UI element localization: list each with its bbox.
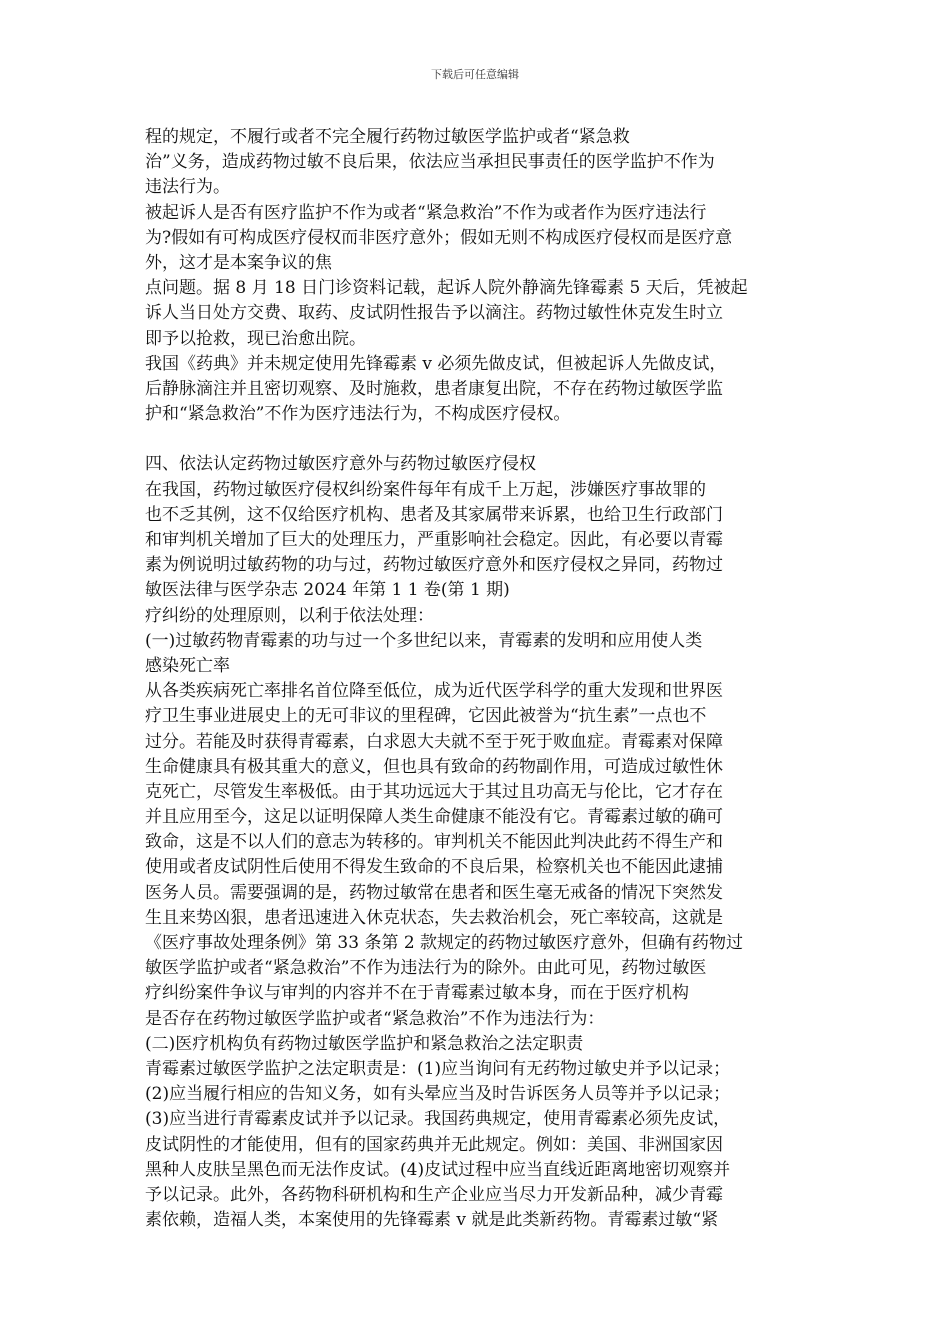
text-line: 也不乏其例，这不仅给医疗机构、患者及其家属带来诉累，也给卫生行政部门: [145, 504, 723, 525]
text-line: 生命健康具有极其重大的意义，但也具有致命的药物副作用，可造成过敏性休: [145, 756, 723, 777]
text-line: 《医疗事故处理条例》第 33 条第 2 款规定的药物过敏医疗意外，但确有药物过: [145, 933, 744, 953]
text-line: (一)过敏药物青霉素的功与过一个多世纪以来，青霉素的发明和应用使人类: [145, 630, 703, 651]
text-line: 致命，这是不以人们的意志为转移的。审判机关不能因此判决此药不得生产和: [145, 832, 723, 853]
text-line: (2)应当履行相应的告知义务，如有头晕应当及时告诉医务人员等并予以记录；: [145, 1084, 731, 1105]
text-line: 四、依法认定药物过敏医疗意外与药物过敏医疗侵权: [145, 454, 536, 475]
text-line: 使用或者皮试阴性后使用不得发生致命的不良后果，检察机关也不能因此逮捕: [145, 857, 723, 878]
text-line: 过分。若能及时获得青霉素，白求恩大夫就不至于死于败血症。青霉素对保障: [145, 731, 723, 752]
text-line: 皮试阴性的才能使用，但有的国家药典并无此规定。例如：美国、非洲国家因: [145, 1134, 723, 1155]
text-line: 素依赖，造福人类，本案使用的先锋霉素 v 就是此类新药物。青霉素过敏“紧: [145, 1210, 719, 1231]
text-line: 生且来势凶狠，患者迅速进入休克状态，失去救治机会，死亡率较高，这就是: [145, 907, 723, 928]
text-line: 医务人员。需要强调的是，药物过敏常在患者和医生毫无戒备的情况下突然发: [145, 882, 723, 903]
text-line: 后静脉滴注并且密切观察、及时施救，患者康复出院，不存在药物过敏医学监: [145, 378, 723, 399]
text-line: (3)应当进行青霉素皮试并予以记录。我国药典规定，使用青霉素必须先皮试，: [145, 1109, 731, 1130]
text-line: 从各类疾病死亡率排名首位降至低位，成为近代医学科学的重大发现和世界医: [145, 681, 723, 702]
text-line: 敏医法律与医学杂志 2024 年第 1 1 卷(第 1 期): [145, 580, 510, 601]
document-body: [145, 125, 815, 1233]
text-line: 点问题。据 8 月 18 日门诊资料记载，起诉人院外静滴先锋霉素 5 天后，凭被起: [145, 278, 748, 299]
text-line: 护和“紧急救治”不作为医疗违法行为，不构成医疗侵权。: [145, 404, 571, 425]
text-line: 程的规定，不履行或者不完全履行药物过敏医学监护或者“紧急救: [145, 127, 630, 147]
text-line: 在我国，药物过敏医疗侵权纠纷案件每年有成千上万起，涉嫌医疗事故罪的: [145, 479, 706, 500]
text-line: 黑种人皮肤呈黑色而无法作皮试。(4)皮试过程中应当直线近距离地密切观察并: [145, 1159, 731, 1180]
text-line: 外，这才是本案争议的焦: [145, 252, 332, 273]
text-line: 被起诉人是否有医疗监护不作为或者“紧急救治”不作为或者作为医疗违法行: [145, 202, 707, 223]
text-line: (二)医疗机构负有药物过敏医学监护和紧急救治之法定职责: [145, 1033, 584, 1054]
text-line: 违法行为。: [145, 177, 230, 198]
text-line: 为?假如有可构成医疗侵权而非医疗意外；假如无则不构成医疗侵权而是医疗意: [145, 227, 733, 248]
text-line: 予以记录。此外，各药物科研机构和生产企业应当尽力开发新品种，减少青霉: [145, 1184, 723, 1205]
blank-line: [145, 427, 815, 452]
text-line: 疗纠纷案件争议与审判的内容并不在于青霉素过敏本身，而在于医疗机构: [145, 983, 689, 1004]
text-line: 克死亡，尽管发生率极低。由于其功远远大于其过且功高无与伦比，它才存在: [145, 781, 723, 802]
text-line: 疗卫生事业进展史上的无可非议的里程碑，它因此被誉为“抗生素”一点也不: [145, 706, 707, 727]
text-line: 和审判机关增加了巨大的处理压力，严重影响社会稳定。因此，有必要以青霉: [145, 530, 723, 550]
text-line: 治”义务，造成药物过敏不良后果，依法应当承担民事责任的医学监护不作为: [145, 152, 715, 173]
text-line: 并且应用至今，这足以证明保障人类生命健康不能没有它。青霉素过敏的确可: [145, 807, 723, 828]
text-line: 诉人当日处方交费、取药、皮试阴性报告予以滴注。药物过敏性休克发生时立: [145, 303, 723, 324]
text-line: 是否存在药物过敏医学监护或者“紧急救治”不作为违法行为：: [145, 1008, 605, 1029]
text-line: 敏医学监护或者“紧急救治”不作为违法行为的除外。由此可见，药物过敏医: [145, 958, 707, 979]
text-line: 我国《药典》并未规定使用先锋霉素 v 必须先做皮试，但被起诉人先做皮试，: [145, 353, 727, 374]
page-header: 下载后可任意编辑: [431, 68, 519, 81]
text-line: 即予以抢救，现已治愈出院。: [145, 328, 366, 349]
text-line: 素为例说明过敏药物的功与过，药物过敏医疗意外和医疗侵权之异同，药物过: [145, 555, 723, 576]
text-line: 感染死亡率: [145, 655, 230, 676]
text-line: 青霉素过敏医学监护之法定职责是：(1)应当询问有无药物过敏史并予以记录；: [145, 1058, 731, 1079]
text-line: 疗纠纷的处理原则，以利于依法处理：: [145, 605, 434, 626]
